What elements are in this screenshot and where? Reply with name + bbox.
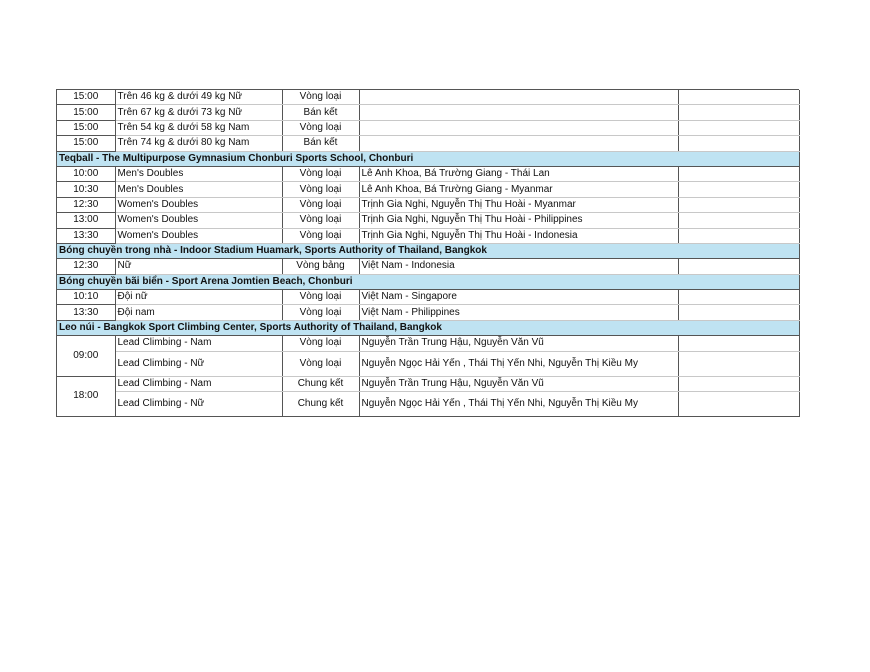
table-row [57, 90, 799, 105]
table-row [57, 290, 799, 305]
table-row [57, 105, 799, 120]
match-cell [359, 90, 678, 105]
match-cell [359, 136, 678, 151]
note-cell [678, 376, 799, 391]
table-row [57, 336, 799, 351]
note-cell [678, 351, 799, 376]
time-cell: 13:00 [57, 213, 115, 228]
round-cell: Bán kết [282, 136, 359, 151]
note-cell [678, 305, 799, 320]
event-cell: Lead Climbing - Nam [115, 336, 282, 351]
round-cell: Vòng bảng [282, 259, 359, 274]
match-cell: Việt Nam - Indonesia [359, 259, 678, 274]
match-cell: Lê Anh Khoa, Bá Trường Giang - Thái Lan [359, 166, 678, 181]
event-cell: Women's Doubles [115, 213, 282, 228]
round-cell: Vòng loại [282, 197, 359, 212]
event-cell: Đội nữ [115, 290, 282, 305]
match-cell: Nguyễn Ngọc Hải Yến , Thái Thị Yến Nhi, Nguyễn Thị Kiều My [359, 392, 678, 417]
table-row [57, 120, 799, 135]
event-cell: Trên 46 kg & dưới 49 kg Nữ [115, 90, 282, 105]
table-row [57, 228, 799, 243]
note-cell [678, 336, 799, 351]
time-cell: 09:00 [57, 336, 115, 376]
note-cell [678, 259, 799, 274]
event-cell: Lead Climbing - Nữ [115, 351, 282, 376]
time-cell: 15:00 [57, 90, 115, 105]
section-header-climbing [57, 320, 799, 335]
round-cell: Chung kết [282, 392, 359, 417]
match-cell: Việt Nam - Singapore [359, 290, 678, 305]
schedule-table [57, 90, 800, 417]
table-row [57, 376, 799, 391]
time-cell: 10:00 [57, 166, 115, 181]
round-cell: Vòng loại [282, 305, 359, 320]
event-cell: Lead Climbing - Nữ [115, 392, 282, 417]
match-cell: Trịnh Gia Nghi, Nguyễn Thị Thu Hoài - Indonesia [359, 228, 678, 243]
round-cell: Vòng loại [282, 213, 359, 228]
note-cell [678, 197, 799, 212]
note-cell [678, 392, 799, 417]
match-cell: Trịnh Gia Nghi, Nguyễn Thị Thu Hoài - Myanmar [359, 197, 678, 212]
match-cell [359, 120, 678, 135]
section-header-indoor-volleyball [57, 243, 799, 258]
note-cell [678, 182, 799, 197]
round-cell: Chung kết [282, 376, 359, 391]
match-cell: Lê Anh Khoa, Bá Trường Giang - Myanmar [359, 182, 678, 197]
table-row [57, 351, 799, 376]
match-cell: Nguyễn Trần Trung Hậu, Nguyễn Văn Vũ [359, 376, 678, 391]
note-cell [678, 166, 799, 181]
table-row [57, 392, 799, 417]
match-cell: Việt Nam - Philippines [359, 305, 678, 320]
section-title: Teqball - The Multipurpose Gymnasium Chonburi Sports School, Chonburi [57, 151, 799, 166]
time-cell: 13:30 [57, 228, 115, 243]
time-cell: 12:30 [57, 197, 115, 212]
note-cell [678, 228, 799, 243]
event-cell: Men's Doubles [115, 166, 282, 181]
match-cell: Nguyễn Trần Trung Hậu, Nguyễn Văn Vũ [359, 336, 678, 351]
event-cell: Women's Doubles [115, 197, 282, 212]
event-cell: Đội nam [115, 305, 282, 320]
note-cell [678, 213, 799, 228]
table-row [57, 213, 799, 228]
round-cell: Bán kết [282, 105, 359, 120]
time-cell: 10:30 [57, 182, 115, 197]
table-row [57, 182, 799, 197]
event-cell: Trên 67 kg & dưới 73 kg Nữ [115, 105, 282, 120]
time-cell: 15:00 [57, 105, 115, 120]
event-cell: Trên 74 kg & dưới 80 kg Nam [115, 136, 282, 151]
note-cell [678, 90, 799, 105]
time-cell: 12:30 [57, 259, 115, 274]
time-cell: 13:30 [57, 305, 115, 320]
table-row [57, 305, 799, 320]
time-cell: 15:00 [57, 136, 115, 151]
round-cell: Vòng loại [282, 336, 359, 351]
section-header-beach-volleyball [57, 274, 799, 289]
round-cell: Vòng loại [282, 120, 359, 135]
round-cell: Vòng loại [282, 228, 359, 243]
event-cell: Women's Doubles [115, 228, 282, 243]
table-row [57, 197, 799, 212]
table-row [57, 259, 799, 274]
note-cell [678, 120, 799, 135]
note-cell [678, 136, 799, 151]
section-title: Leo núi - Bangkok Sport Climbing Center, Sports Authority of Thailand, Bangkok [57, 320, 799, 335]
section-title: Bóng chuyền trong nhà - Indoor Stadium Huamark, Sports Authority of Thailand, Bangkok [57, 243, 799, 258]
time-cell: 18:00 [57, 376, 115, 416]
section-title: Bóng chuyền bãi biển - Sport Arena Jomtien Beach, Chonburi [57, 274, 799, 289]
match-cell: Nguyễn Ngọc Hải Yến , Thái Thị Yến Nhi, Nguyễn Thị Kiều My [359, 351, 678, 376]
round-cell: Vòng loại [282, 166, 359, 181]
time-cell: 10:10 [57, 290, 115, 305]
table-row [57, 136, 799, 151]
note-cell [678, 105, 799, 120]
round-cell: Vòng loại [282, 182, 359, 197]
schedule-sheet [56, 89, 799, 417]
section-header-teqball [57, 151, 799, 166]
round-cell: Vòng loại [282, 351, 359, 376]
table-row [57, 166, 799, 181]
event-cell: Nữ [115, 259, 282, 274]
round-cell: Vòng loại [282, 90, 359, 105]
time-cell: 15:00 [57, 120, 115, 135]
event-cell: Men's Doubles [115, 182, 282, 197]
match-cell [359, 105, 678, 120]
match-cell: Trịnh Gia Nghi, Nguyễn Thị Thu Hoài - Philippines [359, 213, 678, 228]
event-cell: Trên 54 kg & dưới 58 kg Nam [115, 120, 282, 135]
event-cell: Lead Climbing - Nam [115, 376, 282, 391]
note-cell [678, 290, 799, 305]
round-cell: Vòng loại [282, 290, 359, 305]
